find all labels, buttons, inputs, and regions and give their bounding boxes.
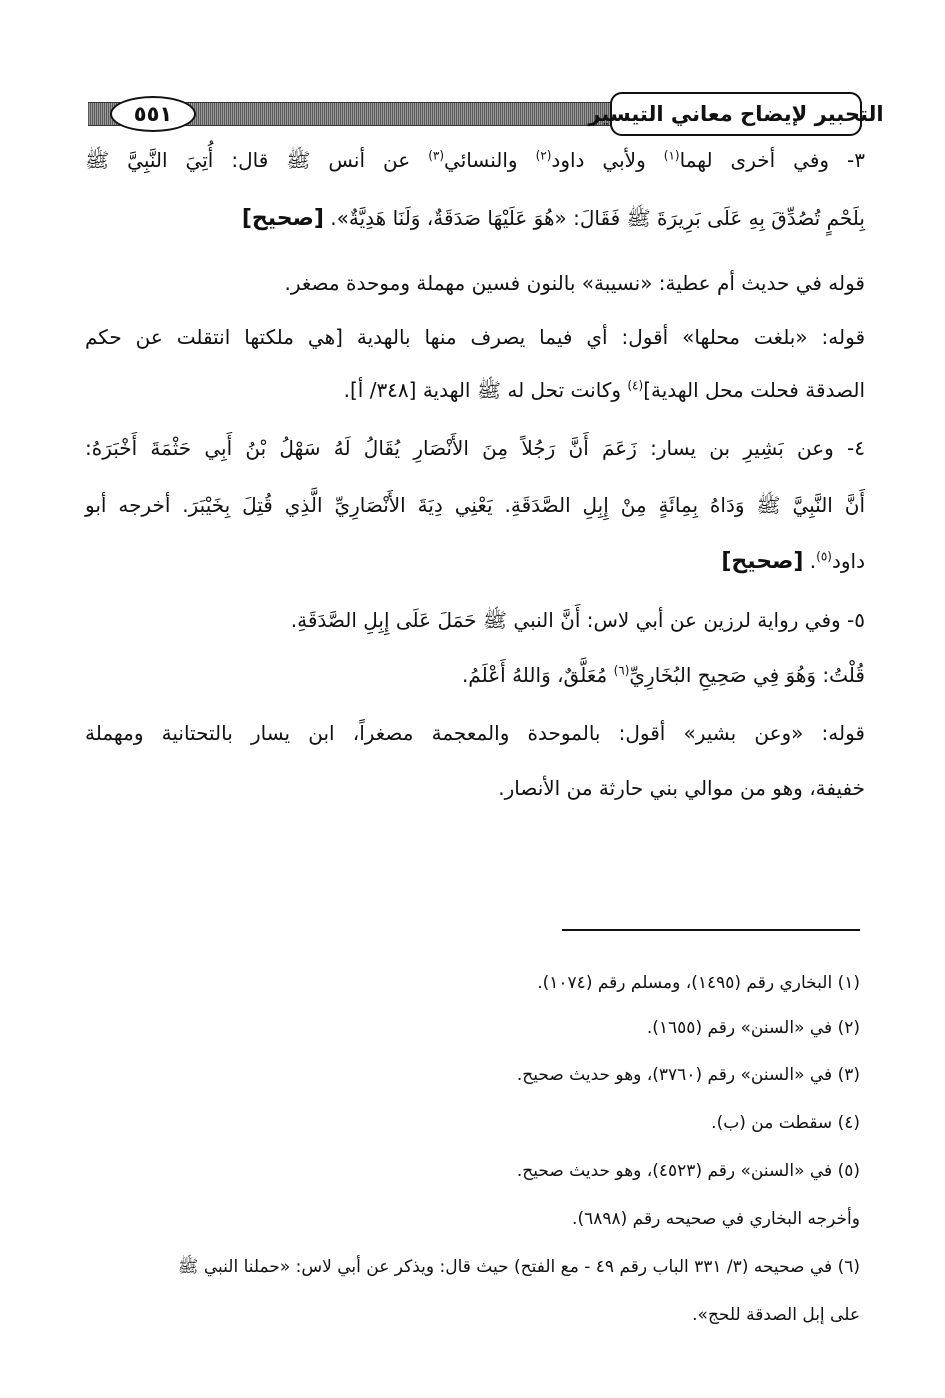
book-title: التحبير لإيضاح معاني التيسير: [610, 92, 862, 136]
footnote-2: (٢) في «السنن» رقم (١٦٥٥).: [646, 1018, 860, 1038]
footnote-5: (٥) في «السنن» رقم (٤٥٢٣)، وهو حديث صحيح.: [516, 1161, 860, 1181]
footnote-1: (١) البخاري رقم (١٤٩٥)، ومسلم رقم (١٠٧٤).: [537, 973, 860, 993]
grade-label: [صحيح]: [241, 206, 324, 231]
hadith-5-line-2: [85, 660, 865, 690]
text-run: مُعَلَّقٌ، وَاللهُ أَعْلَمُ.: [461, 663, 614, 687]
text-run: قُلْتُ: وَهُوَ فِي صَحِيحِ البُخَارِيِّ: [629, 663, 865, 687]
text-run: ولأبي داود: [551, 148, 664, 172]
footnote-5-continued: وأخرجه البخاري في صحيحه رقم (٦٨٩٨).: [572, 1209, 860, 1229]
text-run: الصدقة فحلت محل الهدية]: [643, 378, 865, 402]
footnote-divider: [562, 929, 860, 931]
hadith-3-line-2: [85, 203, 865, 234]
hadith-4-line-2: أَنَّ النَّبِيَّ ﷺ وَدَاهُ بِمِائَةٍ مِنْ إِبِلِ الصَّدَقَةِ. يَعْنِي دِيَةَ الأَنْصَارِيِّ الَّذِي قُتِلَ بِخَيْبَرَ. أخرجه أبو: [85, 493, 865, 517]
grade-label: [صحيح]: [721, 549, 804, 574]
footnote-ref: (٢): [535, 148, 552, 163]
footnote-ref: (٤): [627, 378, 644, 393]
text-run: ٣- وفي أخرى لهما: [679, 148, 866, 172]
footnote-ref: (٦): [613, 663, 630, 678]
comment-bashir-line-1: قوله: «وعن بشير» أقول: بالموحدة والمعجمة مصغراً، ابن يسار بالتحتانية ومهملة: [85, 721, 865, 745]
text-run: وكانت تحل له ﷺ الهدية [٣٤٨/ أ].: [343, 378, 628, 402]
footnote-6-continued: على إبل الصدقة للحج».: [692, 1305, 860, 1325]
hadith-3-line-1: [85, 145, 865, 175]
text-run: والنسائي: [444, 148, 536, 172]
hadith-4-line-3: [85, 546, 865, 577]
hadith-4-line-1: ٤- وعن بَشِيرِ بن يسار: زَعَمَ أَنَّ رَجُلاً مِنَ الأَنْصَارِ يُقَالُ لَهُ سَهْلُ بْنُ أَبِي حَثْمَةَ أَخْبَرَهُ:: [85, 436, 865, 460]
footnote-ref: (٣): [428, 148, 445, 163]
footnote-ref: (٥): [816, 549, 832, 564]
text-run: .: [803, 549, 817, 573]
text-run: عن أنس ﷺ قال: أُتِيَ النَّبِيَّ ﷺ: [85, 148, 429, 172]
footnote-4: (٤) سقطت من (ب).: [711, 1113, 860, 1133]
comment-nasiba: قوله في حديث أم عطية: «نسيبة» بالنون فسين مهملة وموحدة مصغر.: [284, 271, 865, 295]
comment-balaghat-line-2: [85, 375, 865, 405]
hadith-5-line-1: ٥- وفي رواية لرزين عن أبي لاس: أَنَّ النبي ﷺ حَمَلَ عَلَى إِبِلِ الصَّدَقَةِ.: [290, 608, 865, 632]
comment-bashir-line-2: خفيفة، وهو من موالي بني حارثة من الأنصار.: [498, 776, 865, 800]
page-number: ٥٥١: [110, 96, 196, 132]
page-header: [88, 92, 884, 138]
text-run: داود: [831, 549, 865, 573]
footnote-ref: (١): [663, 148, 680, 163]
footnote-6: (٦) في صحيحه (٣/ ٣٣١ الباب رقم ٤٩ - مع الفتح) حيث قال: ويذكر عن أبي لاس: «حملنا النبي ﷺ: [177, 1257, 860, 1277]
footnote-3: (٣) في «السنن» رقم (٣٧٦٠)، وهو حديث صحيح.: [516, 1065, 860, 1085]
comment-balaghat-line-1: قوله: «بلغت محلها» أقول: أي فيما يصرف منها بالهدية [هي ملكتها انتقلت عن حكم: [85, 325, 865, 349]
hadith-text: بِلَحْمٍ تُصُدِّقَ بِهِ عَلَى بَرِيرَةَ ﷺ فَقَالَ: «هُوَ عَلَيْهَا صَدَقَةٌ، وَلَنَا هَدِيَّةٌ».: [323, 206, 865, 230]
